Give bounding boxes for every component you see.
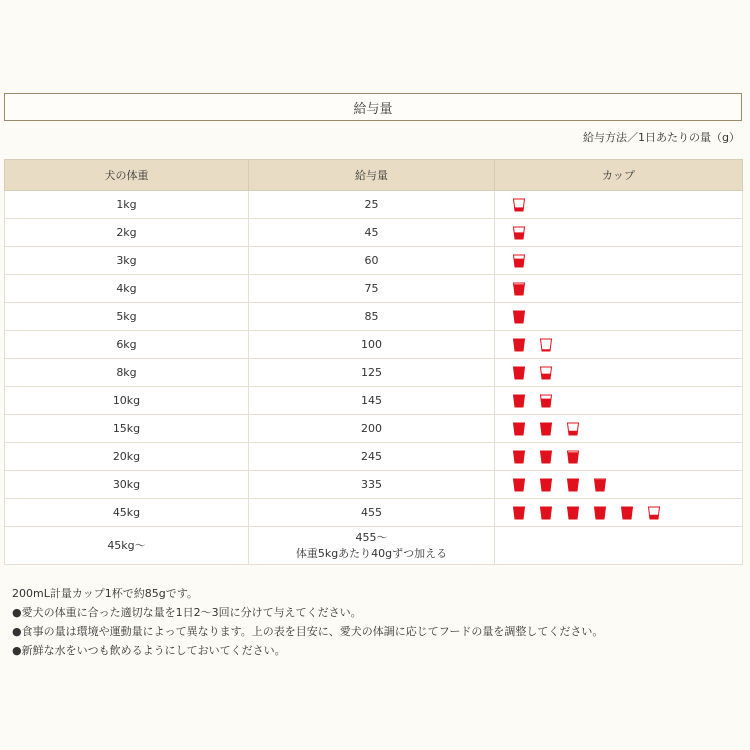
cup-icon: [513, 478, 525, 492]
cup-group: [513, 303, 742, 330]
cup-group: [513, 359, 742, 386]
cup-group: [513, 415, 742, 442]
cup-fill: [649, 514, 658, 518]
cup-icon: [513, 310, 525, 324]
cup-cell: [495, 527, 743, 565]
amount-cell: 455: [249, 499, 495, 527]
weight-cell: 1kg: [5, 191, 249, 219]
table-row: [5, 275, 743, 303]
table-row: [5, 331, 743, 359]
table-row: [5, 415, 743, 443]
weight-cell: 45kg〜: [5, 527, 249, 565]
cup-cell: [495, 303, 743, 331]
weight-cell: 2kg: [5, 219, 249, 247]
cup-cell: [495, 247, 743, 275]
cup-cell: [495, 443, 743, 471]
cup-icon: [567, 422, 579, 436]
cup-icon: [513, 394, 525, 408]
cup-icon: [540, 506, 552, 520]
cup-icon: [567, 478, 579, 492]
cup-fill: [541, 398, 551, 406]
header-amount: 給与量: [249, 160, 495, 191]
feeding-section: [4, 93, 742, 565]
weight-cell: 20kg: [5, 443, 249, 471]
table-row: [5, 219, 743, 247]
weight-cell: 6kg: [5, 331, 249, 359]
cup-group: [513, 219, 742, 246]
note-line: ●食事の量は環境や運動量によって異なります。上の表を目安に、愛犬の体調に応じてフードの量を調整してください。: [12, 625, 604, 638]
cup-icon: [513, 506, 525, 520]
header-weight: 犬の体重: [5, 160, 249, 191]
cup-icon: [513, 282, 525, 296]
weight-cell: 3kg: [5, 247, 249, 275]
weight-cell: 8kg: [5, 359, 249, 387]
table-row: [5, 247, 743, 275]
note-line: ●愛犬の体重に合った適切な量を1日2〜3回に分けて与えてください。: [12, 606, 362, 619]
cup-icon: [621, 506, 633, 520]
amount-cell: 75: [249, 275, 495, 303]
amount-cell: 60: [249, 247, 495, 275]
amount-line-2: 体重5kgあたり40gずつ加える: [295, 546, 448, 560]
cup-group: [513, 191, 742, 218]
cup-group: [513, 499, 742, 526]
weight-cell: 15kg: [5, 415, 249, 443]
cup-icon: [513, 422, 525, 436]
cup-icon: [594, 478, 606, 492]
cup-icon: [594, 506, 606, 520]
cup-icon: [513, 254, 525, 268]
table-row: [5, 499, 743, 527]
cup-icon: [540, 338, 552, 352]
section-title: 給与量: [4, 93, 742, 121]
cup-cell: [495, 499, 743, 527]
cup-icon: [513, 366, 525, 380]
cup-cell: [495, 359, 743, 387]
note-line: 200mL計量カップ1杯で約85gです。: [12, 587, 198, 600]
amount-cell: [249, 527, 495, 565]
amount-cell: 335: [249, 471, 495, 499]
cup-icon: [567, 506, 579, 520]
amount-cell: 125: [249, 359, 495, 387]
cup-group: [513, 471, 742, 498]
table-row: [5, 303, 743, 331]
cup-group: [513, 387, 742, 414]
table-row: [5, 359, 743, 387]
amount-cell: 200: [249, 415, 495, 443]
cup-fill: [568, 430, 577, 434]
table-header-row: [5, 160, 743, 191]
cup-group: [513, 331, 742, 358]
cup-fill: [514, 258, 524, 266]
cup-cell: [495, 275, 743, 303]
notes: [12, 584, 603, 660]
cup-icon: [540, 366, 552, 380]
cup-icon: [513, 198, 525, 212]
cup-cell: [495, 471, 743, 499]
cup-cell: [495, 191, 743, 219]
cup-cell: [495, 331, 743, 359]
unit-note: 給与方法／1日あたりの量（g）: [583, 131, 740, 144]
weight-cell: 10kg: [5, 387, 249, 415]
amount-cell: 145: [249, 387, 495, 415]
header-cup: カップ: [495, 160, 743, 191]
feeding-table: [4, 159, 743, 565]
note-line: ●新鮮な水をいつも飲めるようにしておいてください。: [12, 644, 286, 657]
cup-fill: [515, 207, 524, 211]
weight-cell: 5kg: [5, 303, 249, 331]
amount-cell: 245: [249, 443, 495, 471]
table-row: [5, 387, 743, 415]
cup-fill: [541, 373, 550, 378]
cup-icon: [513, 226, 525, 240]
cup-icon: [540, 450, 552, 464]
weight-cell: 30kg: [5, 471, 249, 499]
table-row: [5, 191, 743, 219]
cup-icon: [540, 478, 552, 492]
amount-cell: 25: [249, 191, 495, 219]
table-row: [5, 443, 743, 471]
amount-cell: 85: [249, 303, 495, 331]
amount-line-1: 455〜: [355, 530, 388, 544]
cup-cell: [495, 415, 743, 443]
table-row: [5, 471, 743, 499]
amount-cell: 100: [249, 331, 495, 359]
amount-cell: 45: [249, 219, 495, 247]
cup-group: [513, 443, 742, 470]
cup-cell: [495, 219, 743, 247]
cup-icon: [513, 338, 525, 352]
cup-fill: [514, 232, 524, 239]
weight-cell: 4kg: [5, 275, 249, 303]
cup-icon: [648, 506, 660, 520]
cup-icon: [567, 450, 579, 464]
cup-icon: [540, 394, 552, 408]
cup-icon: [513, 450, 525, 464]
table-row-last: [5, 527, 743, 565]
weight-cell: 45kg: [5, 499, 249, 527]
cup-cell: [495, 387, 743, 415]
cup-icon: [540, 422, 552, 436]
cup-group: [513, 275, 742, 302]
cup-group: [513, 247, 742, 274]
